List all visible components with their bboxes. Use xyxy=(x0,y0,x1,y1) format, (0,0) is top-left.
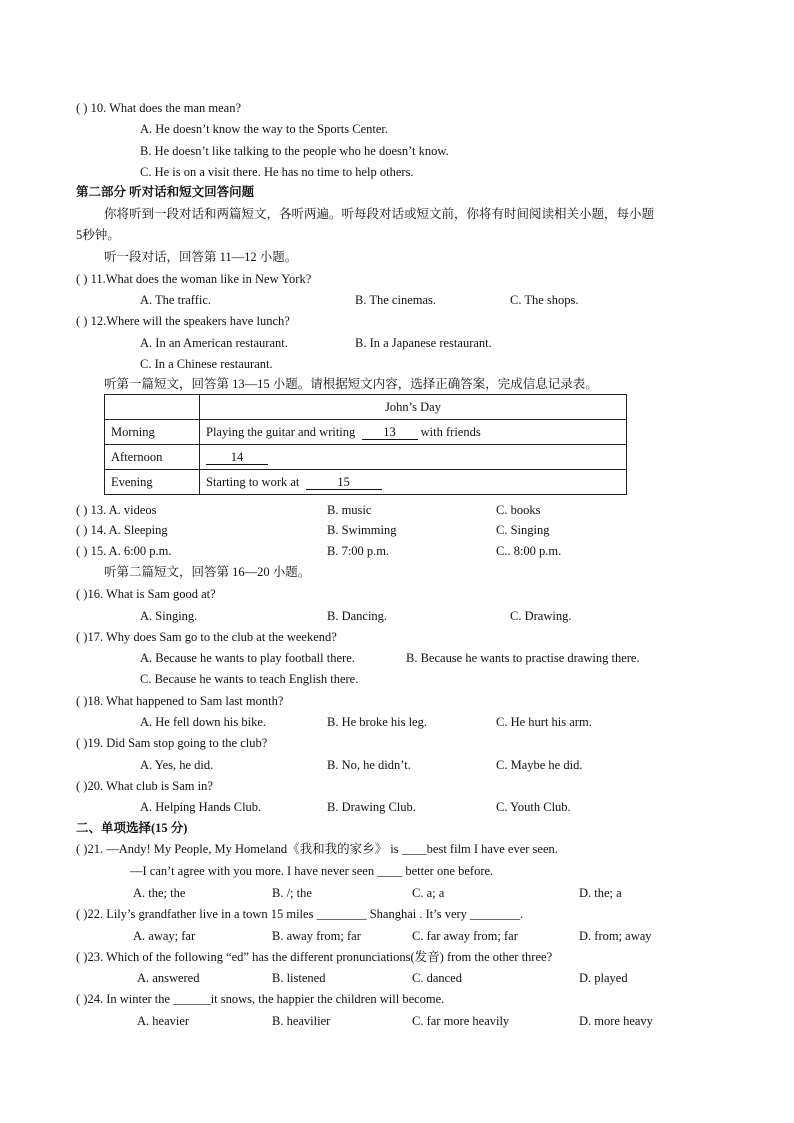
q10-option-b: B. He doesn’t like talking to the people who he doesn’t know. xyxy=(140,144,449,158)
q15-option-c: C.. 8:00 p.m. xyxy=(496,544,562,558)
question-23: ( )23. Which of the following “ed” has the different pronunciations(发音) from the other three? xyxy=(76,950,553,964)
question-21-line2: —I can’t agree with you more. I have never seen ____ better one before. xyxy=(130,864,494,878)
q21-option-a: A. the; the xyxy=(133,886,186,900)
table-row-label: Morning xyxy=(105,420,200,445)
q18-option-a: A. He fell down his bike. xyxy=(140,715,267,729)
johns-day-table xyxy=(104,394,627,495)
answer-blank: 14 xyxy=(206,450,268,465)
q10-option-a: A. He doesn’t know the way to the Sports Center. xyxy=(140,122,388,136)
question-12: ( ) 12.Where will the speakers have lunch? xyxy=(76,314,290,328)
part2-instructions: 你将听到一段对话和两篇短文，各听两遍。听每段对话或短文前，你将有时间阅读相关小题，每小题 xyxy=(104,207,655,221)
answer-blank: 15 xyxy=(306,475,382,490)
q24-option-a: A. heavier xyxy=(137,1014,190,1028)
q24-option-d: D. more heavy xyxy=(579,1014,653,1028)
question-17: ( )17. Why does Sam go to the club at the weekend? xyxy=(76,630,337,644)
q22-option-a: A. away; far xyxy=(133,929,196,943)
q12-option-a: A. In an American restaurant. xyxy=(140,336,288,350)
question-21: ( )21. —Andy! My People, My Homeland《我和我的家乡》 is ____best film I have ever seen. xyxy=(76,842,558,856)
q10-option-c: C. He is on a visit there. He has no time to help others. xyxy=(140,165,414,179)
q16-option-b: B. Dancing. xyxy=(327,609,388,623)
question-13: ( ) 13. A. videos xyxy=(76,503,157,517)
table-row-label: Afternoon xyxy=(105,445,200,470)
q19-option-c: C. Maybe he did. xyxy=(496,758,583,772)
q18-option-b: B. He broke his leg. xyxy=(327,715,427,729)
table-header-empty xyxy=(105,395,200,420)
table-row-text: Playing the guitar and writing xyxy=(206,424,359,439)
question-24: ( )24. In winter the ______it snows, the happier the children will become. xyxy=(76,992,445,1006)
table-row-text: Starting to work at xyxy=(206,474,303,489)
q11-option-a: A. The traffic. xyxy=(140,293,212,307)
table-row xyxy=(105,420,627,445)
q16-option-c: C. Drawing. xyxy=(510,609,572,623)
q22-option-b: B. away from; far xyxy=(272,929,361,943)
table-row-content xyxy=(200,420,627,445)
q18-option-c: C. He hurt his arm. xyxy=(496,715,592,729)
table-row xyxy=(105,470,627,495)
q23-option-c: C. danced xyxy=(412,971,462,985)
q17-option-a: A. Because he wants to play football there. xyxy=(140,651,355,665)
q12-option-c: C. In a Chinese restaurant. xyxy=(140,357,273,371)
q17-option-c: C. Because he wants to teach English there. xyxy=(140,672,359,686)
question-15: ( ) 15. A. 6:00 p.m. xyxy=(76,544,172,558)
q24-option-c: C. far more heavily xyxy=(412,1014,510,1028)
q14-option-c: C. Singing xyxy=(496,523,550,537)
question-10: ( ) 10. What does the man mean? xyxy=(76,101,241,115)
table-row-content xyxy=(200,445,627,470)
q19-option-a: A. Yes, he did. xyxy=(140,758,214,772)
table-row-label: Evening xyxy=(105,470,200,495)
q11-option-c: C. The shops. xyxy=(510,293,579,307)
question-22: ( )22. Lily’s grandfather live in a town 15 miles ________ Shanghai . It’s very ________. xyxy=(76,907,524,921)
q16-option-a: A. Singing. xyxy=(140,609,198,623)
q19-option-b: B. No, he didn’t. xyxy=(327,758,411,772)
question-19: ( )19. Did Sam stop going to the club? xyxy=(76,736,268,750)
q14-option-b: B. Swimming xyxy=(327,523,397,537)
question-16: ( )16. What is Sam good at? xyxy=(76,587,216,601)
table-header-title: John’s Day xyxy=(200,395,627,420)
q21-option-c: C. a; a xyxy=(412,886,445,900)
section2-title: 二、单项选择(15 分) xyxy=(76,821,188,835)
q20-option-a: A. Helping Hands Club. xyxy=(140,800,262,814)
q13-option-b: B. music xyxy=(327,503,372,517)
q17-option-b: B. Because he wants to practise drawing there. xyxy=(406,651,640,665)
answer-blank: 13 xyxy=(362,425,418,440)
q12-option-b: B. In a Japanese restaurant. xyxy=(355,336,492,350)
dialog-instructions: 听一段对话，回答第 11—12 小题。 xyxy=(104,250,298,264)
q24-option-b: B. heavilier xyxy=(272,1014,331,1028)
q22-option-d: D. from; away xyxy=(579,929,652,943)
q22-option-c: C. far away from; far xyxy=(412,929,518,943)
q15-option-b: B. 7:00 p.m. xyxy=(327,544,390,558)
question-11: ( ) 11.What does the woman like in New York? xyxy=(76,272,312,286)
passage1-instructions: 听第一篇短文，回答第 13—15 小题。请根据短文内容，选择正确答案，完成信息记录表。 xyxy=(104,377,598,391)
q23-option-d: D. played xyxy=(579,971,628,985)
q23-option-a: A. answered xyxy=(137,971,200,985)
question-14: ( ) 14. A. Sleeping xyxy=(76,523,168,537)
q13-option-c: C. books xyxy=(496,503,541,517)
table-row-text: with friends xyxy=(417,424,481,439)
q11-option-b: B. The cinemas. xyxy=(355,293,436,307)
question-18: ( )18. What happened to Sam last month? xyxy=(76,694,284,708)
q20-option-b: B. Drawing Club. xyxy=(327,800,416,814)
passage2-instructions: 听第二篇短文，回答第 16—20 小题。 xyxy=(104,565,311,579)
table-row xyxy=(105,445,627,470)
table-header-row xyxy=(105,395,627,420)
part2-title: 第二部分 听对话和短文回答问题 xyxy=(76,185,255,199)
question-20: ( )20. What club is Sam in? xyxy=(76,779,213,793)
q20-option-c: C. Youth Club. xyxy=(496,800,571,814)
q21-option-d: D. the; a xyxy=(579,886,622,900)
table-row-content xyxy=(200,470,627,495)
part2-instructions-cont: 5秒钟。 xyxy=(76,228,120,242)
q23-option-b: B. listened xyxy=(272,971,326,985)
q21-option-b: B. /; the xyxy=(272,886,312,900)
